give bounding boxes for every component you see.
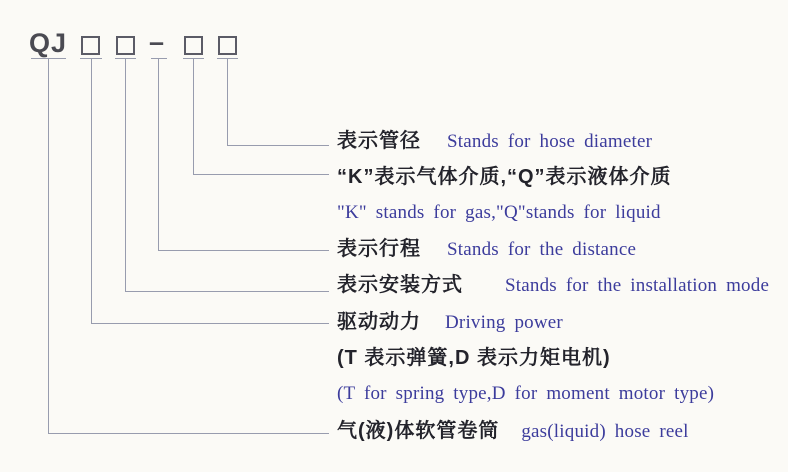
- legend-en-text: gas(liquid) hose reel: [521, 421, 689, 442]
- model-prefix: QJ: [29, 28, 68, 58]
- legend-cn-text: “K”表示气体介质,“Q”表示液体介质: [337, 166, 672, 188]
- legend-row-5: [337, 271, 769, 301]
- connector-prefix-reel-vertical: [48, 58, 49, 433]
- legend-cn-text: 气(液)体软管卷筒: [337, 420, 500, 442]
- code-box-3: [184, 36, 203, 55]
- legend-row-1: [337, 127, 652, 157]
- legend-cn-text: (T 表示弹簧,D 表示力矩电机): [337, 347, 611, 369]
- code-box-4: [218, 36, 237, 55]
- legend-row-6: [337, 308, 563, 338]
- legend-row-8: [337, 380, 714, 409]
- legend-row-3: [337, 199, 661, 228]
- connector-box4-diameter-vertical: [227, 58, 228, 145]
- connector-box1-driving-power-vertical: [91, 58, 92, 323]
- legend-cn-text: 表示行程: [337, 238, 421, 260]
- connector-box3-medium-horizontal: [193, 174, 329, 175]
- connector-box4-diameter-horizontal: [227, 145, 329, 146]
- legend-cn-text: 表示管径: [337, 130, 421, 152]
- legend-cn-text: 表示安装方式: [337, 274, 463, 296]
- legend-row-7: [337, 344, 611, 374]
- code-box-1: [81, 36, 100, 55]
- legend-row-4: [337, 235, 636, 265]
- legend-en-text: Stands for the distance: [447, 239, 637, 260]
- connector-dash-distance-vertical: [158, 58, 159, 250]
- connector-box2-installation-horizontal: [125, 291, 329, 292]
- legend-cn-text: 驱动动力: [337, 311, 421, 333]
- legend-en-text: Driving power: [445, 312, 563, 333]
- code-separator: –: [149, 27, 165, 57]
- legend-row-9: [337, 417, 689, 447]
- connector-box2-installation-vertical: [125, 58, 126, 291]
- connector-dash-distance-horizontal: [158, 250, 329, 251]
- tick-mark-4: [151, 58, 167, 59]
- connector-prefix-reel-horizontal: [48, 433, 329, 434]
- connector-box1-driving-power-horizontal: [91, 323, 329, 324]
- legend-en-text: Stands for the installation mode: [505, 275, 770, 296]
- legend-en-text: "K" stands for gas,"Q"stands for liquid: [337, 202, 661, 223]
- legend-en-text: Stands for hose diameter: [447, 131, 653, 152]
- legend-row-2: [337, 163, 672, 193]
- legend-en-text: (T for spring type,D for moment motor type): [337, 383, 715, 404]
- connector-box3-medium-vertical: [193, 58, 194, 174]
- code-box-2: [116, 36, 135, 55]
